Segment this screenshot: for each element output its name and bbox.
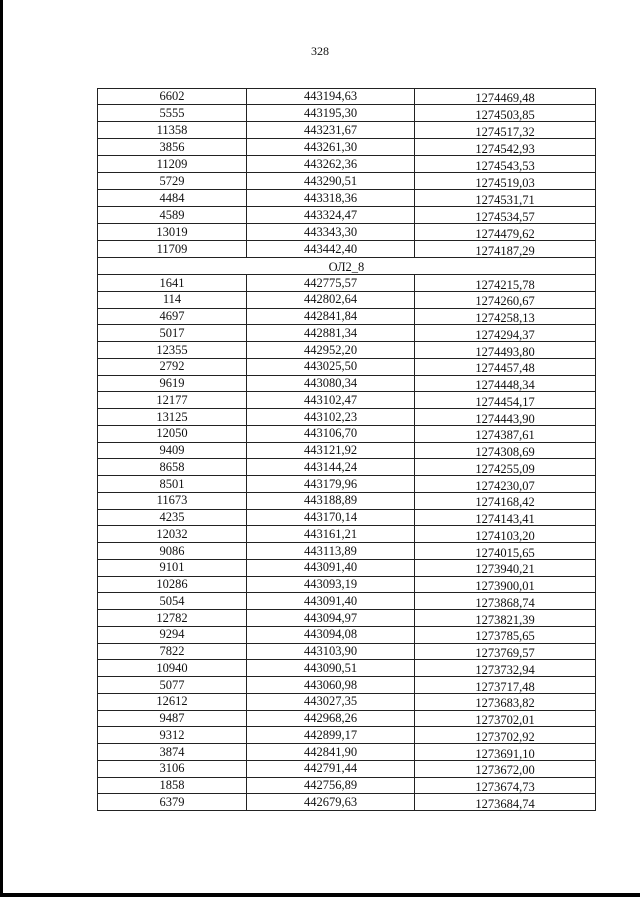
y-coordinate-cell: 1273900,01 [414, 577, 596, 594]
y-coordinate-cell: 1274230,07 [414, 476, 596, 493]
table-row [97, 476, 596, 493]
y-coordinate-cell: 1274542,93 [414, 139, 596, 156]
point-id-cell: 7822 [97, 644, 246, 661]
y-coordinate-cell: 1274503,85 [414, 105, 596, 122]
x-coordinate-cell: 443091,40 [246, 560, 414, 577]
point-id-cell: 12050 [97, 426, 246, 443]
x-coordinate-cell: 443231,67 [246, 122, 414, 139]
point-id-cell: 114 [97, 292, 246, 309]
point-id-cell: 13125 [97, 409, 246, 426]
y-coordinate-cell: 1274457,48 [414, 359, 596, 376]
table-row [97, 207, 596, 224]
x-coordinate-cell: 443343,30 [246, 224, 414, 241]
point-id-cell: 9409 [97, 443, 246, 460]
point-id-cell: 9619 [97, 376, 246, 393]
y-coordinate-cell: 1273785,65 [414, 627, 596, 644]
x-coordinate-cell: 443113,89 [246, 543, 414, 560]
y-coordinate-cell: 1273684,74 [414, 794, 596, 811]
table-row [97, 392, 596, 409]
point-id-cell: 4484 [97, 190, 246, 207]
x-coordinate-cell: 443194,63 [246, 88, 414, 105]
section-row [97, 258, 596, 275]
point-id-cell: 4697 [97, 309, 246, 326]
table-row [97, 190, 596, 207]
point-id-cell: 11709 [97, 241, 246, 258]
x-coordinate-cell: 442775,57 [246, 275, 414, 292]
table-row [97, 543, 596, 560]
y-coordinate-cell: 1273672,00 [414, 761, 596, 778]
x-coordinate-cell: 442881,34 [246, 325, 414, 342]
y-coordinate-cell: 1273821,39 [414, 610, 596, 627]
table-row [97, 627, 596, 644]
x-coordinate-cell: 442679,63 [246, 794, 414, 811]
x-coordinate-cell: 443102,47 [246, 392, 414, 409]
point-id-cell: 6602 [97, 88, 246, 105]
x-coordinate-cell: 442899,17 [246, 727, 414, 744]
y-coordinate-cell: 1274448,34 [414, 376, 596, 393]
point-id-cell: 5555 [97, 105, 246, 122]
y-coordinate-cell: 1274543,53 [414, 156, 596, 173]
table-row [97, 122, 596, 139]
table-row [97, 342, 596, 359]
y-coordinate-cell: 1274443,90 [414, 409, 596, 426]
point-id-cell: 9294 [97, 627, 246, 644]
point-id-cell: 10286 [97, 577, 246, 594]
x-coordinate-cell: 443195,30 [246, 105, 414, 122]
point-id-cell: 3856 [97, 139, 246, 156]
point-id-cell: 9487 [97, 711, 246, 728]
y-coordinate-cell: 1274258,13 [414, 309, 596, 326]
point-id-cell: 6379 [97, 794, 246, 811]
table-row [97, 727, 596, 744]
x-coordinate-cell: 442841,84 [246, 309, 414, 326]
point-id-cell: 12032 [97, 526, 246, 543]
y-coordinate-cell: 1273769,57 [414, 644, 596, 661]
x-coordinate-cell: 443060,98 [246, 677, 414, 694]
x-coordinate-cell: 443102,23 [246, 409, 414, 426]
table-row [97, 794, 596, 811]
x-coordinate-cell: 443121,92 [246, 443, 414, 460]
x-coordinate-cell: 443318,36 [246, 190, 414, 207]
x-coordinate-cell: 443290,51 [246, 173, 414, 190]
x-coordinate-cell: 443188,89 [246, 493, 414, 510]
table-row [97, 241, 596, 258]
point-id-cell: 9101 [97, 560, 246, 577]
table-row [97, 173, 596, 190]
x-coordinate-cell: 443161,21 [246, 526, 414, 543]
table-row [97, 139, 596, 156]
y-coordinate-cell: 1273702,92 [414, 727, 596, 744]
x-coordinate-cell: 443093,19 [246, 577, 414, 594]
table-row [97, 376, 596, 393]
table-row [97, 459, 596, 476]
table-row [97, 224, 596, 241]
point-id-cell: 12355 [97, 342, 246, 359]
point-id-cell: 8501 [97, 476, 246, 493]
y-coordinate-cell: 1274015,65 [414, 543, 596, 560]
table-row [97, 677, 596, 694]
table-row [97, 711, 596, 728]
y-coordinate-cell: 1273702,01 [414, 711, 596, 728]
table-row [97, 359, 596, 376]
table-body-top [97, 88, 596, 258]
section-label: ОЛ2_8 [97, 258, 596, 275]
y-coordinate-cell: 1273691,10 [414, 744, 596, 761]
table-row [97, 610, 596, 627]
coordinates-table [97, 88, 596, 811]
point-id-cell: 4589 [97, 207, 246, 224]
x-coordinate-cell: 442841,90 [246, 744, 414, 761]
x-coordinate-cell: 443442,40 [246, 241, 414, 258]
table-row [97, 493, 596, 510]
x-coordinate-cell: 442968,26 [246, 711, 414, 728]
y-coordinate-cell: 1273717,48 [414, 677, 596, 694]
y-coordinate-cell: 1274387,61 [414, 426, 596, 443]
y-coordinate-cell: 1274143,41 [414, 510, 596, 527]
x-coordinate-cell: 443106,70 [246, 426, 414, 443]
table-row [97, 426, 596, 443]
x-coordinate-cell: 443179,96 [246, 476, 414, 493]
y-coordinate-cell: 1274519,03 [414, 173, 596, 190]
x-coordinate-cell: 443091,40 [246, 593, 414, 610]
x-coordinate-cell: 443094,08 [246, 627, 414, 644]
y-coordinate-cell: 1274531,71 [414, 190, 596, 207]
x-coordinate-cell: 442756,89 [246, 778, 414, 795]
x-coordinate-cell: 443262,36 [246, 156, 414, 173]
table-row [97, 778, 596, 795]
table-row [97, 443, 596, 460]
point-id-cell: 5077 [97, 677, 246, 694]
x-coordinate-cell: 442802,64 [246, 292, 414, 309]
point-id-cell: 12612 [97, 694, 246, 711]
point-id-cell: 4235 [97, 510, 246, 527]
y-coordinate-cell: 1274517,32 [414, 122, 596, 139]
y-coordinate-cell: 1273732,94 [414, 660, 596, 677]
table-row [97, 660, 596, 677]
y-coordinate-cell: 1274103,20 [414, 526, 596, 543]
y-coordinate-cell: 1274260,67 [414, 292, 596, 309]
x-coordinate-cell: 443324,47 [246, 207, 414, 224]
x-coordinate-cell: 443025,50 [246, 359, 414, 376]
page-number: 328 [311, 44, 329, 58]
x-coordinate-cell: 443080,34 [246, 376, 414, 393]
table-row [97, 744, 596, 761]
table-row [97, 577, 596, 594]
point-id-cell: 9312 [97, 727, 246, 744]
point-id-cell: 1641 [97, 275, 246, 292]
y-coordinate-cell: 1274168,42 [414, 493, 596, 510]
y-coordinate-cell: 1274255,09 [414, 459, 596, 476]
point-id-cell: 3874 [97, 744, 246, 761]
point-id-cell: 9086 [97, 543, 246, 560]
y-coordinate-cell: 1274534,57 [414, 207, 596, 224]
x-coordinate-cell: 443170,14 [246, 510, 414, 527]
table-row [97, 325, 596, 342]
point-id-cell: 5017 [97, 325, 246, 342]
x-coordinate-cell: 443261,30 [246, 139, 414, 156]
point-id-cell: 5729 [97, 173, 246, 190]
table-body-bottom [97, 275, 596, 811]
x-coordinate-cell: 442791,44 [246, 761, 414, 778]
table-row [97, 526, 596, 543]
point-id-cell: 11673 [97, 493, 246, 510]
table-row [97, 644, 596, 661]
point-id-cell: 11209 [97, 156, 246, 173]
table-row [97, 510, 596, 527]
table-row [97, 409, 596, 426]
point-id-cell: 8658 [97, 459, 246, 476]
y-coordinate-cell: 1274493,80 [414, 342, 596, 359]
point-id-cell: 1858 [97, 778, 246, 795]
x-coordinate-cell: 443144,24 [246, 459, 414, 476]
y-coordinate-cell: 1274294,37 [414, 325, 596, 342]
table-row [97, 593, 596, 610]
table-row [97, 761, 596, 778]
y-coordinate-cell: 1274215,78 [414, 275, 596, 292]
scan-bottom-border [0, 893, 640, 897]
x-coordinate-cell: 443027,35 [246, 694, 414, 711]
table-row [97, 292, 596, 309]
y-coordinate-cell: 1274469,48 [414, 88, 596, 105]
x-coordinate-cell: 443094,97 [246, 610, 414, 627]
point-id-cell: 3106 [97, 761, 246, 778]
scan-left-border [0, 0, 3, 897]
table-row [97, 275, 596, 292]
x-coordinate-cell: 443090,51 [246, 660, 414, 677]
point-id-cell: 11358 [97, 122, 246, 139]
x-coordinate-cell: 443103,90 [246, 644, 414, 661]
table-row [97, 560, 596, 577]
point-id-cell: 12177 [97, 392, 246, 409]
y-coordinate-cell: 1274308,69 [414, 443, 596, 460]
y-coordinate-cell: 1273868,74 [414, 593, 596, 610]
y-coordinate-cell: 1274454,17 [414, 392, 596, 409]
y-coordinate-cell: 1274479,62 [414, 224, 596, 241]
y-coordinate-cell: 1273674,73 [414, 778, 596, 795]
table-row [97, 694, 596, 711]
table-row [97, 156, 596, 173]
point-id-cell: 2792 [97, 359, 246, 376]
table-row [97, 105, 596, 122]
point-id-cell: 5054 [97, 593, 246, 610]
point-id-cell: 10940 [97, 660, 246, 677]
point-id-cell: 13019 [97, 224, 246, 241]
table-row [97, 88, 596, 105]
y-coordinate-cell: 1273683,82 [414, 694, 596, 711]
point-id-cell: 12782 [97, 610, 246, 627]
table-row [97, 309, 596, 326]
y-coordinate-cell: 1273940,21 [414, 560, 596, 577]
y-coordinate-cell: 1274187,29 [414, 241, 596, 258]
x-coordinate-cell: 442952,20 [246, 342, 414, 359]
